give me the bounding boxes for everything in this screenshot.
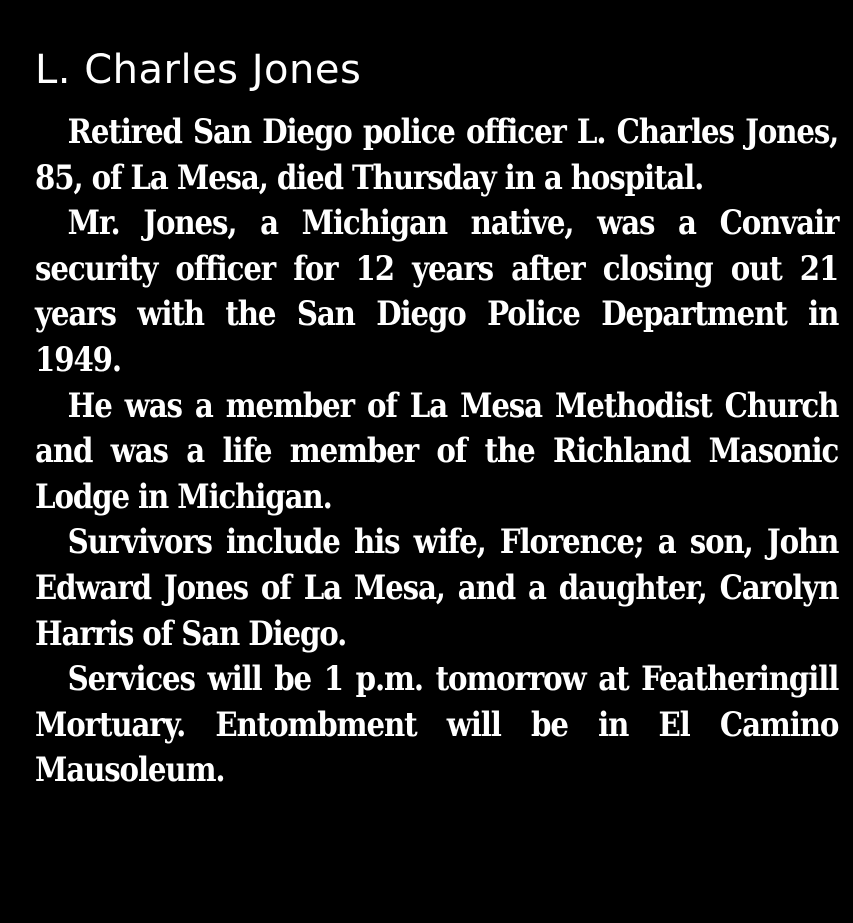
obituary-body [35, 110, 838, 794]
paragraph-services: Services will be 1 p.m. tomorrow at Featheringill Mortuary. Entombment will be in El Camino Mausoleum. [35, 659, 839, 791]
paragraph-memberships: He was a member of La Mesa Methodist Church and was a life member of the Richland Masonic Lodge in Michigan. [35, 385, 839, 517]
paragraph-survivors: Survivors include his wife, Florence; a son, John Edward Jones of La Mesa, and a daughter, Carolyn Harris of San Diego. [35, 522, 839, 654]
paragraph-career: Mr. Jones, a Michigan native, was a Convair security officer for 12 years after closing out 21 years with the San Diego Police Department in 1949. [35, 203, 839, 380]
obituary-headline: L. Charles Jones [35, 47, 362, 93]
paragraph-death-notice: Retired San Diego police officer L. Charles Jones, 85, of La Mesa, died Thursday in a hospital. [35, 112, 839, 198]
